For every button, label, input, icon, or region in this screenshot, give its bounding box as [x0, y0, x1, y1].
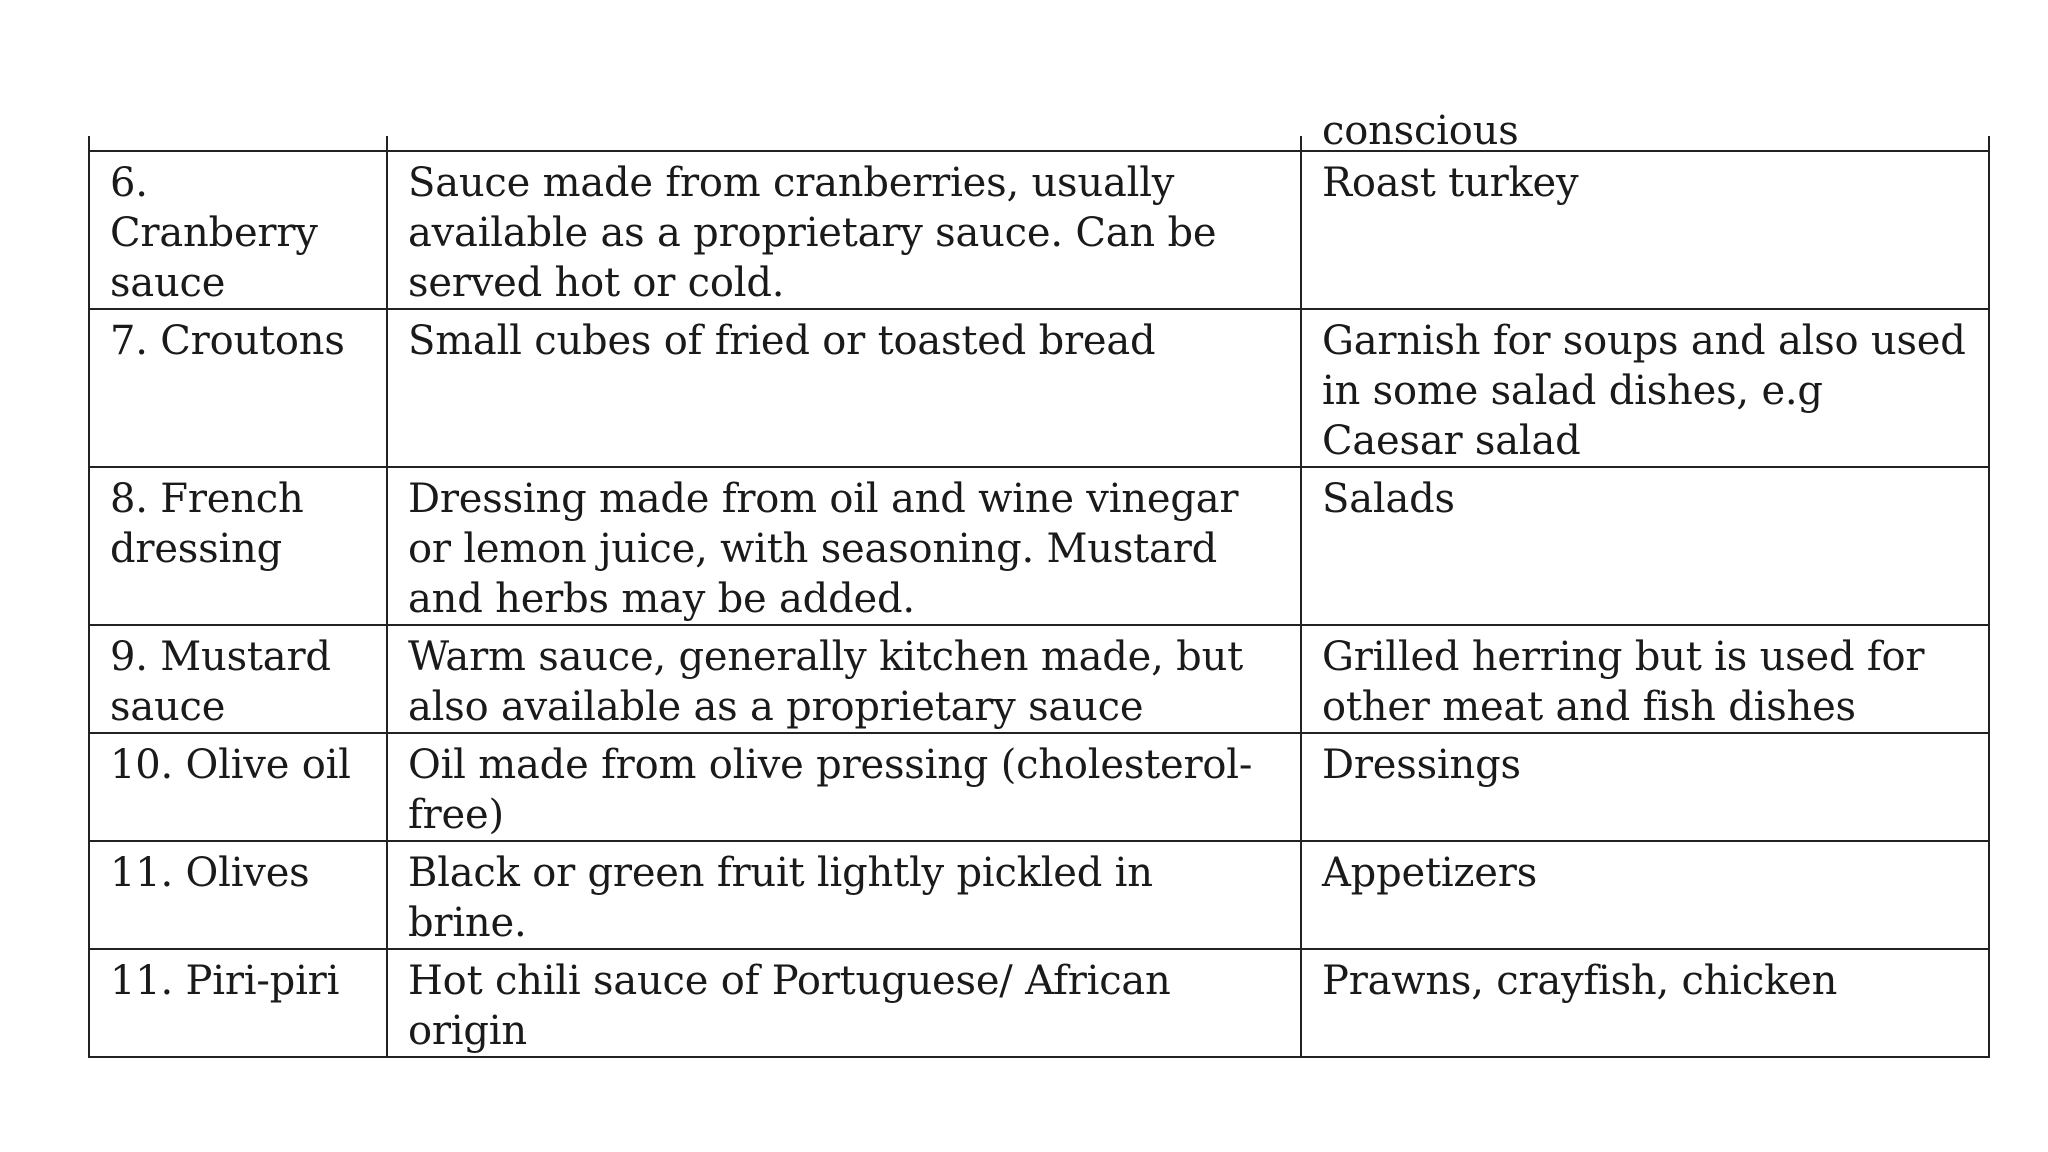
table-row [89, 151, 1989, 309]
table-row [89, 733, 1989, 841]
table-row-cut-off [89, 136, 1989, 151]
table-cell-item: 7. Croutons [89, 309, 387, 467]
table-row [89, 309, 1989, 467]
table-row [89, 467, 1989, 625]
table-cell-item: 11. Olives [89, 841, 387, 949]
table-row [89, 625, 1989, 733]
table-cell-item: 8. French dressing [89, 467, 387, 625]
table-row [89, 841, 1989, 949]
table-cell-item: 10. Olive oil [89, 733, 387, 841]
table-cell-description: Hot chili sauce of Portuguese/ African origin [387, 949, 1301, 1057]
table-cell-description: Warm sauce, generally kitchen made, but also available as a proprietary sauce [387, 625, 1301, 733]
table-cell-use: Dressings [1301, 733, 1989, 841]
table-cell-use: Salads [1301, 467, 1989, 625]
table-cell-item [89, 136, 387, 151]
table-row [89, 949, 1989, 1057]
table-cell-item: 11. Piri-piri [89, 949, 387, 1057]
table-cell-use: Garnish for soups and also used in some salad dishes, e.g Caesar salad [1301, 309, 1989, 467]
table-cell-item: 9. Mustard sauce [89, 625, 387, 733]
table-cell-use: Prawns, crayfish, chicken [1301, 949, 1989, 1057]
table-cell-description: Dressing made from oil and wine vinegar or lemon juice, with seasoning. Mustard and herbs may be added. [387, 467, 1301, 625]
accompaniments-table [88, 108, 1990, 1058]
table-cell-description: Black or green fruit lightly pickled in brine. [387, 841, 1301, 949]
table-cell-item: 6. Cranberry sauce [89, 151, 387, 309]
table-cell-use: Roast turkey [1301, 151, 1989, 309]
table-cell-use: Appetizers [1301, 841, 1989, 949]
accompaniments-table-container [88, 108, 1988, 1058]
table-cell-description: Small cubes of fried or toasted bread [387, 309, 1301, 467]
table-cell-description: Sauce made from cranberries, usually available as a proprietary sauce. Can be served hot or cold. [387, 151, 1301, 309]
table-cell-use: Grilled herring but is used for other meat and fish dishes [1301, 625, 1989, 733]
clipped-text: conscious [1322, 108, 1519, 154]
table-cell-use [1301, 108, 1989, 154]
table-cell-description: Oil made from olive pressing (cholesterol-free) [387, 733, 1301, 841]
table-cell-description [387, 136, 1301, 151]
